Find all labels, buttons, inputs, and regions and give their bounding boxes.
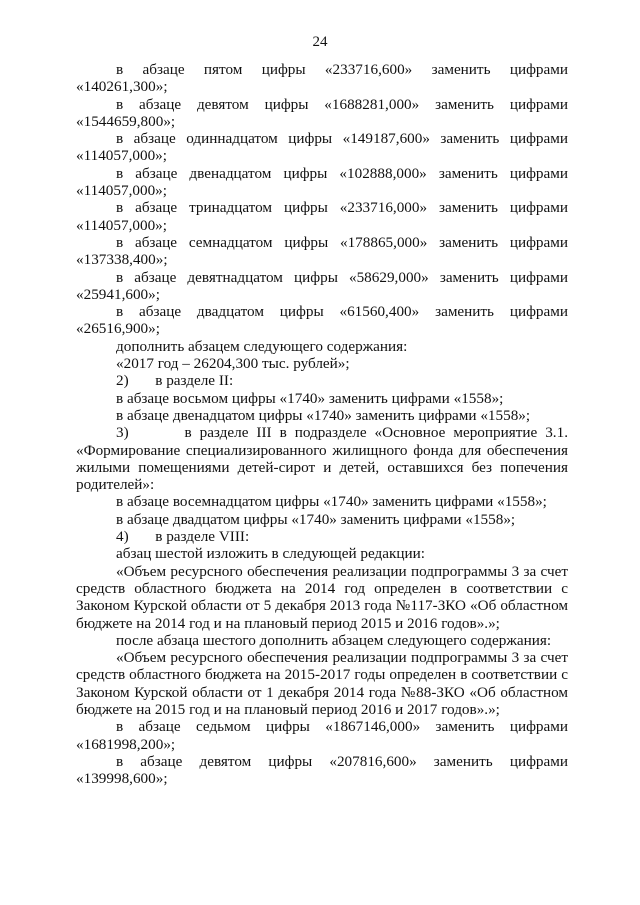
paragraph: в абзаце одиннадцатом цифры «149187,600» заменить цифрами [116, 130, 568, 148]
paragraph: в абзаце двенадцатом цифры «1740» заменить цифрами «1558»; [116, 406, 531, 424]
paragraph: «25941,600»; [76, 285, 160, 303]
paragraph: «26516,900»; [76, 320, 160, 338]
paragraph: «1544659,800»; [76, 112, 176, 130]
paragraph: «Объем ресурсного обеспечения реализации подпрограммы 3 за счет средств областного бюджета на 2014 год определен в соответствии с Законом Курской области от 5 декабря 2013 года №117-ЗКО «Об областном бюджете на 2014 год и на плановый период 2015 и 2016 годов».»; [76, 562, 568, 632]
paragraph: в абзаце восемнадцатом цифры «1740» заменить цифрами «1558»; [116, 493, 547, 511]
paragraph: «140261,300»; [76, 78, 168, 96]
paragraph: после абзаца шестого дополнить абзацем следующего содержания: [116, 631, 552, 649]
paragraph: 3) в разделе III в подразделе «Основное мероприятие 3.1. «Формирование специализированного жилищного фонда для обеспечения жилыми помещениями детей-сирот и детей, оставшихся без попечения родителей»: [76, 424, 568, 494]
paragraph: «2017 год – 26204,300 тыс. рублей»; [116, 355, 350, 373]
paragraph: в абзаце седьмом цифры «1867146,000» заменить цифрами [116, 718, 568, 736]
paragraph: в абзаце девятнадцатом цифры «58629,000» заменить цифрами [116, 268, 568, 286]
page-number: 24 [312, 34, 328, 50]
paragraph: «139998,600»; [76, 770, 168, 788]
paragraph: в абзаце пятом цифры «233716,600» заменить цифрами [116, 61, 568, 78]
paragraph: в абзаце семнадцатом цифры «178865,000» заменить цифрами [116, 233, 568, 251]
paragraph: 2) в разделе II: [116, 372, 234, 390]
paragraph: в абзаце девятом цифры «1688281,000» заменить цифрами [116, 95, 568, 113]
paragraph: «114057,000»; [76, 182, 167, 200]
paragraph: «137338,400»; [76, 251, 168, 269]
paragraph: в абзаце двадцатом цифры «1740» заменить цифрами «1558»; [116, 510, 516, 528]
paragraph: «1681998,200»; [76, 735, 176, 753]
paragraph: в абзаце двенадцатом цифры «102888,000» заменить цифрами [116, 164, 568, 182]
paragraph: в абзаце девятом цифры «207816,600» заменить цифрами [116, 752, 568, 770]
paragraph: в абзаце двадцатом цифры «61560,400» заменить цифрами [116, 303, 568, 321]
paragraph: «114057,000»; [76, 216, 167, 234]
paragraph: 4) в разделе VIII: [116, 528, 250, 546]
paragraph: абзац шестой изложить в следующей редакции: [116, 545, 425, 563]
paragraph: в абзаце тринадцатом цифры «233716,000» заменить цифрами [116, 199, 568, 217]
paragraph: «114057,000»; [76, 147, 167, 165]
document-body [76, 61, 568, 787]
paragraph: «Объем ресурсного обеспечения реализации подпрограммы 3 за счет средств областного бюджета на 2015-2017 годы определен в соответствии с Законом Курской области от 1 декабря 2014 года №88-ЗКО «Об областном бюджете на 2015 год и на плановый период 2016 и 2017 годов».»; [76, 649, 568, 718]
paragraph: дополнить абзацем следующего содержания: [116, 337, 408, 355]
paragraph: в абзаце восьмом цифры «1740» заменить цифрами «1558»; [116, 389, 504, 407]
